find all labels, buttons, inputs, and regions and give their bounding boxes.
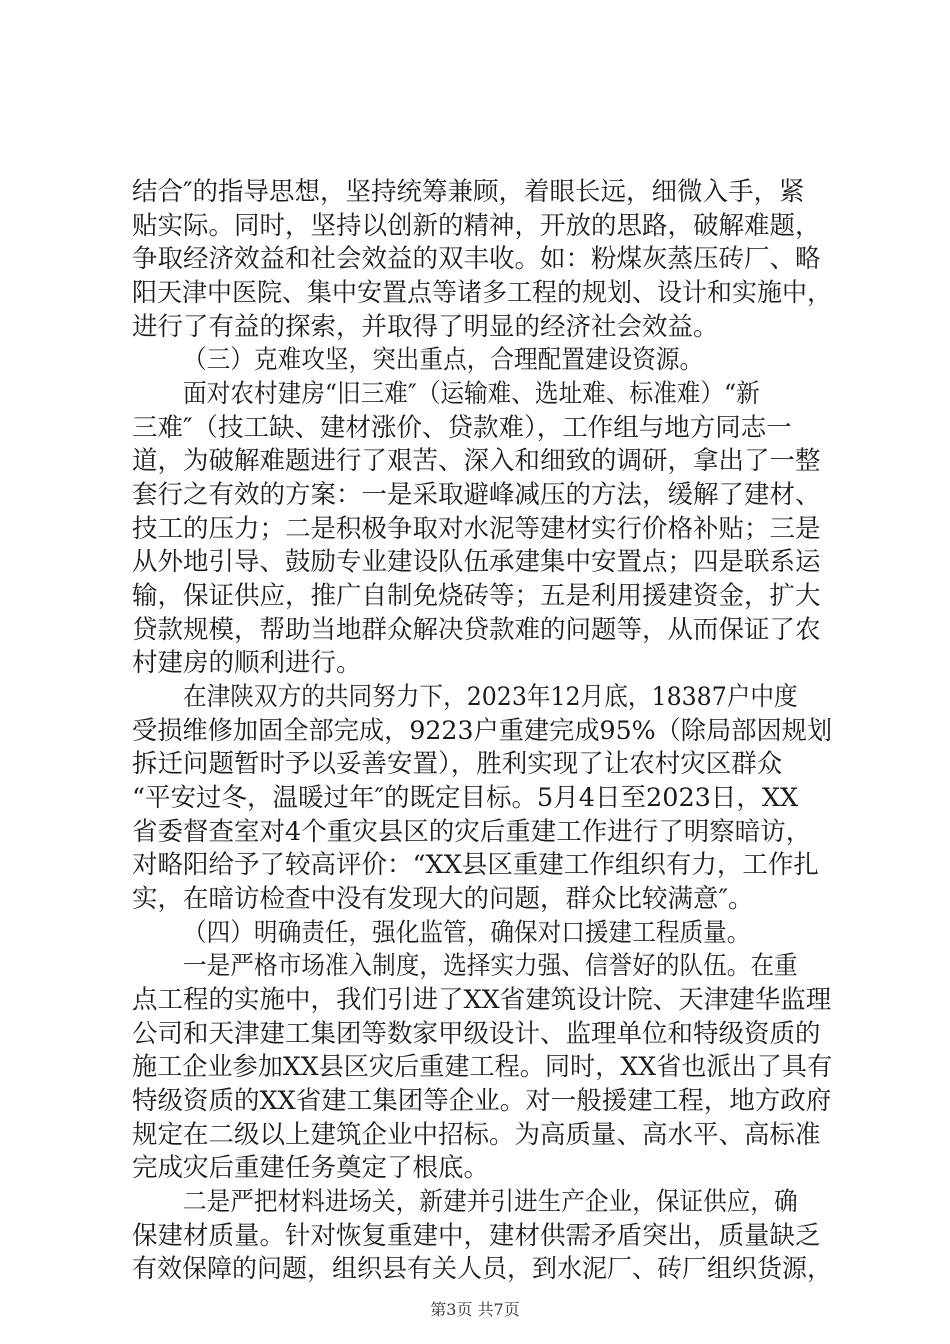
text-line: 道，为破解难题进行了艰苦、深入和细致的调研，拿出了一整 bbox=[132, 446, 821, 476]
text-line: 面对农村建房“旧三难″（运输难、选址难、标准难）“新 bbox=[183, 379, 760, 409]
text-line: 完成灾后重建任务奠定了根底。 bbox=[132, 1153, 490, 1183]
text-line: 套行之有效的方案：一是采取避峰减压的方法，缓解了建材、 bbox=[132, 480, 821, 510]
text-line: 争取经济效益和社会效益的双丰收。如：粉煤灰蒸压砖厂、略 bbox=[132, 244, 821, 274]
text-line: 贷款规模，帮助当地群众解决贷款难的问题等，从而保证了农 bbox=[132, 615, 821, 645]
text-line: 技工的压力；二是积极争取对水泥等建材实行价格补贴；三是 bbox=[132, 514, 821, 544]
text-line: 对略阳给予了较高评价：“XX县区重建工作组织有力，工作扎 bbox=[132, 850, 819, 880]
text-line: 有效保障的问题，组织县有关人员，到水泥厂、砖厂组织货源， bbox=[132, 1254, 833, 1284]
text-line: 实，在暗访检查中没有发现大的问题，群众比较满意″。 bbox=[132, 884, 754, 914]
text-line: “平安过冬，温暖过年″的既定目标。5月4日至2023日，XX bbox=[132, 783, 799, 813]
text-line: 拆迁问题暂时予以妥善安置），胜利实现了让农村灾区群众 bbox=[132, 749, 783, 779]
text-line: 在津陕双方的共同努力下，2023年12月底，18387户中度 bbox=[183, 682, 798, 712]
text-line: 省委督查室对4个重灾县区的灾后重建工作进行了明察暗访， bbox=[132, 817, 812, 847]
text-line: 点工程的实施中，我们引进了XX省建筑设计院、天津建华监理 bbox=[132, 985, 832, 1015]
text-line: 贴实际。同时，坚持以创新的精神，开放的思路，破解难题， bbox=[132, 211, 821, 241]
text-line: 阳天津中医院、集中安置点等诸多工程的规划、设计和实施中， bbox=[132, 278, 833, 308]
text-line: 施工企业参加XX县区灾后重建工程。同时，XX省也派出了具有 bbox=[132, 1052, 833, 1082]
text-line: 输，保证供应，推广自制免烧砖等；五是利用援建资金，扩大 bbox=[132, 581, 821, 611]
text-line: 公司和天津建工集团等数家甲级设计、监理单位和特级资质的 bbox=[132, 1019, 821, 1049]
section-heading: （三）克难攻坚，突出重点，合理配置建设资源。 bbox=[183, 345, 704, 375]
text-line: 进行了有益的探索，并取得了明显的经济社会效益。 bbox=[132, 312, 719, 342]
text-line: 受损维修加固全部完成，9223户重建完成95%（除局部因规划 bbox=[132, 716, 833, 746]
text-line: 规定在二级以上建筑企业中招标。为高质量、高水平、高标准 bbox=[132, 1120, 821, 1150]
text-line: 特级资质的XX省建工集团等企业。对一般援建工程，地方政府 bbox=[132, 1086, 832, 1116]
text-line: 一是严格市场准入制度，选择实力强、信誉好的队伍。在重 bbox=[183, 951, 798, 981]
text-line: 从外地引导、鼓励专业建设队伍承建集中安置点；四是联系运 bbox=[132, 547, 821, 577]
section-heading: （四）明确责任，强化监管，确保对口援建工程质量。 bbox=[183, 918, 751, 948]
text-line: 保建材质量。针对恢复重建中，建材供需矛盾突出，质量缺乏 bbox=[132, 1221, 821, 1251]
text-line: 二是严把材料进场关，新建并引进生产企业，保证供应，确 bbox=[183, 1187, 798, 1217]
text-line: 结合″的指导思想，坚持统筹兼顾，着眼长远，细微入手，紧 bbox=[132, 177, 805, 207]
page-number-footer: 第3页 共7页 bbox=[430, 1300, 520, 1319]
text-line: 三难″（技工缺、建材涨价、贷款难），工作组与地方同志一 bbox=[132, 413, 792, 443]
text-line: 村建房的顺利进行。 bbox=[132, 648, 362, 678]
